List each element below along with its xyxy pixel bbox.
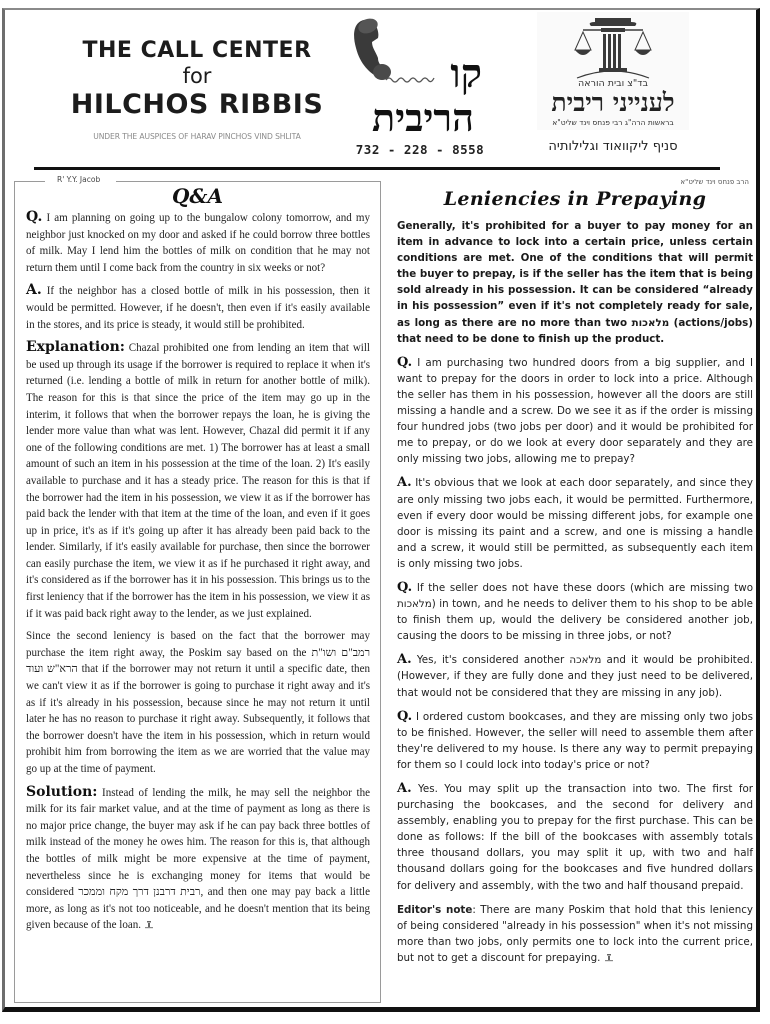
header-title-block: [62, 38, 332, 141]
editor-note-text: : There are many Poskim that hold that this leniency of being considered "already in his possession" when it's not missing more than two jobs, only permits one to lock into the current price, but not to get a discount for prepaying.: [397, 903, 753, 964]
header-title-line2: for: [182, 64, 212, 88]
editor-note: [397, 902, 753, 966]
explanation-text: Chazal prohibited one from lending an item that will be used up through its usage if the borrower is required to replace it when it's returned (i.e. lending a bottle of milk in return for another bottle of milk). The reason for this is that since the price of the item may go up in the interim, it follows that when the borrower repays the loan, he is giving the lender more value than what was lent. However, Chazal did permit it if any one of the following conditions are met. 1) The borrower has at least a small amount of such an item in his possession at the time of the loan. 2) It's easily available to purchase and it has a steady price. The reason for this is that if the borrower had the item in his possession, we view it as if the borrower has paid back the lender with that item at the time of the loan, and even if it goes up in price, it's as if it's going up after it has already been paid back to the lender. Similarly, if it's easily available for purchase, then since the borrower can easily purchase the item, we view it as if he purchased it right away, and it's considered as if the borrower has it in his possession. This brings us to the first leniency that if the borrower has the item in his possession, we view it as if it was paid back right away to the lender, as we just explained.: [26, 342, 371, 620]
solution-text-a: Instead of lending the milk, he may sell the neighbor the milk for its fair market value, and at the time of payment as long as there is no major price change, the buyer may ask if he can pay back three bottles of milk instead of the money he owes him. The reason for this is, that although the bottles of milk might be more expensive at the time of payment, nevertheless since he is exchanging money for items that would be considered: [26, 786, 370, 899]
qa2-answer-text-b: and it would be prohibited. (However, if they are fully done and they just need to be delivered, that would not be considered that they are missing in any job).: [397, 654, 753, 699]
qa2-question-text-b: ) in town, and he needs to deliver them to his shop to be able to finish them up, would the delivery be considered another job, causing the doors to be missing in three jobs, or not?: [397, 598, 753, 643]
left-title: Q&A: [172, 184, 223, 208]
article-title: Leniencies in Prepaying: [443, 188, 707, 210]
end-logo-icon: [604, 954, 614, 962]
solution-label: Solution:: [26, 783, 98, 800]
qa1-question: [397, 355, 753, 468]
left-byline: R' Y.Y. Jacob: [45, 175, 116, 184]
qa3-question: [397, 709, 753, 773]
header-divider: [34, 167, 720, 170]
q-mark: Q.: [397, 579, 413, 595]
answer-mark: A.: [26, 282, 42, 299]
article-content: [397, 218, 753, 966]
logo-under-line: בראשות הרה"ג רבי פנחס וינד שליט"א: [552, 118, 674, 127]
qa-column: [14, 175, 381, 1003]
qa2-question: [397, 580, 753, 644]
explanation-label: Explanation:: [26, 339, 125, 356]
end-logo-icon: [144, 921, 154, 929]
intro-text-b: (actions/jobs) that need to be done to finish up the product.: [397, 316, 753, 345]
intro-hebrew: מלאכות: [631, 316, 670, 329]
question-text: I am planning on going up to the bungalow colony tomorrow, and my neighbor just knocked on my door and asked if he could borrow three bottles of milk. May I lend him the bottles of milk on condition that he may not return them until I come back from the country in six weeks or not?: [26, 212, 370, 274]
organization-logo-block: [537, 12, 689, 160]
logo-branch: סניף ליקוואוד וגלילותיה: [548, 139, 678, 154]
second-leniency-paragraph: [26, 628, 370, 777]
scales-of-justice-icon: [573, 16, 653, 80]
question-mark: Q.: [26, 209, 43, 225]
header-title-line1: THE CALL CENTER: [82, 38, 312, 63]
logo-box: [537, 12, 689, 130]
right-byline: הרב פנחס וינד שליט"א: [680, 178, 749, 186]
a-mark: A.: [397, 781, 412, 796]
logo-small-line: בד"צ ובית הוראה: [578, 78, 648, 89]
qa1-answer-text: It's obvious that we look at each door separately, and since they are only missing two jobs each, it would be permitted. Furthermore, even if every door would be missing different jobs, for example one door is missing its paint and a screw, and one is missing a handle and a screw, it would still be permitted, as subsequently each item is only missing two jobs.: [397, 477, 753, 570]
para2-text-a: Since the second leniency is based on the fact that the borrower may purchase the item right away, the Poskim say based on the: [26, 630, 370, 659]
qa3-answer: [397, 781, 753, 894]
intro-paragraph: [397, 218, 753, 347]
qa2-answer: [397, 652, 753, 700]
hotline-hebrew-line2: הריבית: [372, 95, 474, 140]
qa3-answer-text: Yes. You may split up the transaction into two. The first for purchasing the bookcases, and the second for delivery and assembly, enabling you to prepay for the first purchase. This can be done as follows: If the bill of the bookcases with assembly totals three thousand dollars, you may split it up, with two and half thousand dollars going for the bookcases and five hundred dollars for delivery and assembly, with the two and half thousand prepaid.: [397, 783, 753, 892]
header-title-line3: HILCHOS RIBBIS: [70, 89, 324, 120]
editor-note-label: Editor's note: [397, 903, 473, 916]
q-mark: Q.: [397, 354, 413, 370]
a-mark: A.: [397, 475, 412, 491]
qa2-answer-hebrew: מלאכה: [569, 654, 602, 667]
article-column: [397, 178, 753, 974]
intro-text-a: Generally, it's prohibited for a buyer to pay money for an item in advance to lock into a certain price, unless certain conditions are met. One of the conditions that will permit the buyer to prepay, is if the seller has the item that is being sold already in his possession. It can be considered “already in his possession” even if it's not completely ready for sale, as long as there are no more than two: [397, 220, 753, 329]
header-subtitle: UNDER THE AUSPICES OF HARAV PINCHOS VIND SHLITA: [93, 132, 301, 141]
answer-paragraph: [26, 282, 370, 333]
explanation-paragraph: [26, 339, 370, 622]
answer-text: If the neighbor has a closed bottle of milk in his possession, then it would be permitted. However, if he doesn't, then even if it's easily available in the stores, and its price is steady, it would still be prohibited.: [26, 285, 371, 331]
solution-paragraph: [26, 784, 370, 934]
qa1-answer: [397, 475, 753, 572]
qa1-question-text: I am purchasing two hundred doors from a big supplier, and I want to prepay for the doors in order to lock into a price. Although the seller has them in his possession, however all the doors are still missing a handle and a screw. Do we see it as if the order is missing four hundred jobs (two jobs per door) and it would be prohibited for me to prepay, or do we look at every door separately and they are only missing two jobs, allowing me to prepay?: [397, 356, 753, 466]
question-paragraph: [26, 209, 370, 276]
hotline-hebrew-line1: קו: [450, 50, 482, 97]
a-mark: A.: [397, 652, 412, 668]
solution-text-b: , and then one may pay back a little more, as long as it's not too noticeable, and he doesn't mention that its being given because of the loan.: [26, 886, 371, 932]
hotline-block: [350, 12, 490, 162]
para2-hebrew: רמב"ם ושו"ת הרא"ש ועוד: [26, 646, 370, 676]
q-mark: Q.: [397, 708, 413, 724]
left-content: [26, 209, 370, 940]
solution-hebrew: רבית דרבנן דרך מקח וממכר: [78, 886, 201, 899]
telephone-handset-icon: [350, 12, 450, 102]
logo-name: לענייני ריבית: [551, 88, 675, 117]
qa2-question-text-a: If the seller does not have these doors (which are missing two: [416, 581, 754, 594]
qa3-question-text: I ordered custom bookcases, and they are missing only two jobs to be finished. However, the seller will need to assemble them after they're delivered to my house. Is there any way to permit prepaying for them so I could lock into today's price or not?: [397, 710, 753, 771]
phone-number: 732 - 228 - 8558: [355, 142, 485, 157]
qa2-question-hebrew: מלאכות: [397, 598, 432, 611]
para2-text-b: that if the borrower may not return it until a specific date, then we can't view it as if the borrower is going to purchase it right away and it's as if it's already in his possession, because since he may not return it until later he has no reason to purchase it right away. Subsequently, it follows that the borrower doesn't have the item in his possession, which in return would prohibit him from borrowing the item as we are worried that the value may go up at the time of payment.: [26, 663, 370, 775]
qa2-answer-text-a: Yes, it's considered another: [416, 654, 565, 667]
